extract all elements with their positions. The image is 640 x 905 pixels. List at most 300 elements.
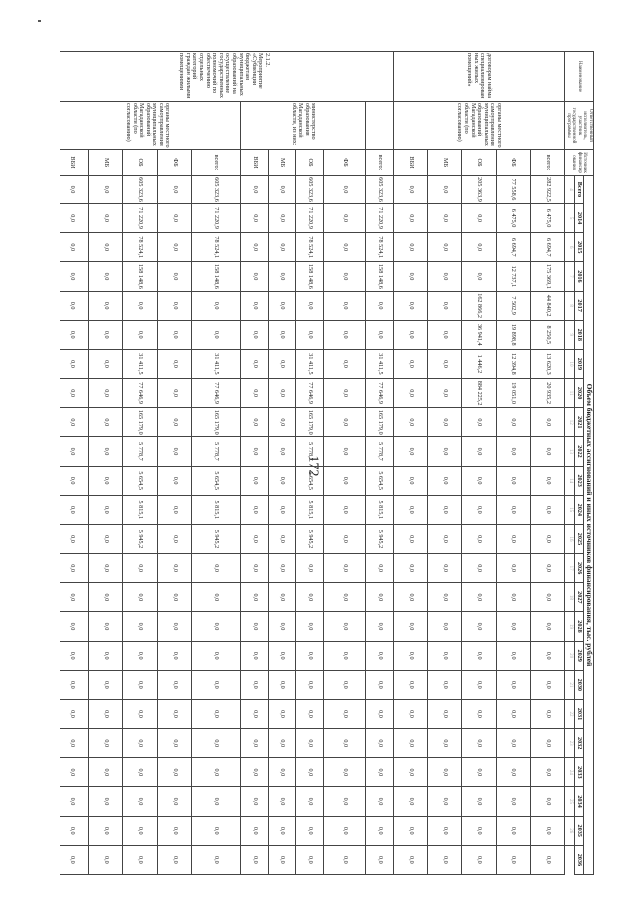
value-cell: 0,0	[496, 583, 530, 612]
value-cell: 31 411,5	[123, 349, 157, 378]
row-responsible: министерство образования Магаданской области, из них:	[241, 102, 366, 150]
value-cell: 0,0	[530, 524, 564, 553]
row-responsible: органы местного самоуправления муниципальных образований Магаданской области (по согласованию)	[60, 102, 241, 150]
value-cell: 0,0	[530, 641, 564, 670]
value-cell: 0,0	[157, 524, 191, 553]
value-cell: 77 646,9	[366, 379, 394, 408]
value-cell: 0,0	[89, 612, 123, 641]
value-cell: 0,0	[428, 408, 462, 437]
value-cell: 0,0	[89, 495, 123, 524]
value-cell: 0,0	[428, 495, 462, 524]
column-number: 21	[565, 670, 575, 699]
value-cell: 0,0	[157, 787, 191, 816]
value-cell: 0,0	[393, 320, 427, 349]
value-cell: 0,0	[428, 816, 462, 845]
value-cell: 165 179,0	[296, 408, 324, 437]
value-cell: 0,0	[428, 349, 462, 378]
value-cell: 0,0	[428, 291, 462, 320]
value-cell: 0,0	[462, 699, 496, 728]
value-cell: 0,0	[462, 524, 496, 553]
value-cell: 0,0	[89, 437, 123, 466]
row-source: МБ	[428, 150, 462, 176]
value-cell: 0,0	[89, 379, 123, 408]
value-cell: 5 654,5	[296, 466, 324, 495]
value-cell: 0,0	[496, 845, 530, 874]
value-cell: 605 323,6	[366, 176, 394, 204]
value-cell: 77 558,6	[496, 176, 530, 204]
value-cell: 44 840,2	[530, 291, 564, 320]
value-cell: 0,0	[323, 670, 365, 699]
column-number: 24	[565, 758, 575, 787]
value-cell: 0,0	[241, 816, 269, 845]
value-cell: 0,0	[60, 379, 89, 408]
value-cell: 5 778,7	[296, 437, 324, 466]
value-cell: 0,0	[268, 758, 296, 787]
value-cell: 0,0	[323, 612, 365, 641]
value-cell: 0,0	[89, 408, 123, 437]
value-cell: 31 411,5	[366, 349, 394, 378]
value-cell: 0,0	[296, 291, 324, 320]
value-cell: 0,0	[241, 233, 269, 262]
header-source: Источник финансирования	[565, 150, 594, 176]
value-cell: 0,0	[296, 670, 324, 699]
value-cell: 0,0	[530, 816, 564, 845]
value-cell: 0,0	[296, 758, 324, 787]
value-cell: 0,0	[157, 729, 191, 758]
value-cell: 0,0	[241, 670, 269, 699]
value-cell: 0,0	[496, 758, 530, 787]
value-cell: 0,0	[393, 408, 427, 437]
value-cell: 0,0	[323, 437, 365, 466]
value-cell: 0,0	[89, 176, 123, 204]
value-cell: 0,0	[241, 379, 269, 408]
financing-table	[60, 51, 594, 875]
value-cell: 0,0	[323, 699, 365, 728]
value-cell: 0,0	[268, 641, 296, 670]
value-cell: 20 935,2	[530, 379, 564, 408]
column-number: 20	[565, 641, 575, 670]
value-cell: 0,0	[268, 349, 296, 378]
value-cell: 175 369,1	[530, 262, 564, 291]
value-cell: 0,0	[89, 466, 123, 495]
value-cell: 0,0	[462, 495, 496, 524]
value-cell: 0,0	[296, 816, 324, 845]
value-cell: 0,0	[89, 583, 123, 612]
value-cell: 165 179,0	[191, 408, 240, 437]
column-number: 6	[565, 233, 575, 262]
value-cell: 0,0	[191, 729, 240, 758]
value-cell: 0,0	[241, 349, 269, 378]
table-body	[60, 52, 565, 875]
value-cell: 0,0	[157, 233, 191, 262]
value-cell: 0,0	[268, 787, 296, 816]
row-name: договорам найма специализированных жилых помещений»	[393, 52, 564, 102]
value-cell: 0,0	[428, 204, 462, 233]
value-cell: 0,0	[241, 612, 269, 641]
value-cell: 0,0	[191, 641, 240, 670]
value-cell: 0,0	[123, 699, 157, 728]
value-cell: 12 394,8	[496, 349, 530, 378]
value-cell: 0,0	[157, 845, 191, 874]
value-cell: 0,0	[323, 320, 365, 349]
column-number: 14	[565, 466, 575, 495]
value-cell: 0,0	[496, 670, 530, 699]
value-cell: 0,0	[123, 729, 157, 758]
value-cell: 0,0	[462, 583, 496, 612]
value-cell: 0,0	[241, 845, 269, 874]
value-cell: 19 898,8	[496, 320, 530, 349]
value-cell: 0,0	[462, 845, 496, 874]
value-cell: 0,0	[241, 524, 269, 553]
value-cell: 0,0	[323, 554, 365, 583]
column-number: 22	[565, 699, 575, 728]
value-cell: 0,0	[366, 729, 394, 758]
value-cell: 0,0	[89, 262, 123, 291]
value-cell: 0,0	[428, 176, 462, 204]
header-year: 2027	[574, 583, 584, 612]
value-cell: 0,0	[530, 554, 564, 583]
header-year: 2028	[574, 612, 584, 641]
value-cell: 0,0	[323, 204, 365, 233]
column-number: 7	[565, 262, 575, 291]
value-cell: 0,0	[123, 816, 157, 845]
value-cell: 0,0	[393, 379, 427, 408]
value-cell: 0,0	[60, 641, 89, 670]
value-cell: 0,0	[462, 787, 496, 816]
value-cell: 0,0	[60, 204, 89, 233]
value-cell: 0,0	[268, 437, 296, 466]
value-cell: 0,0	[60, 845, 89, 874]
value-cell: 0,0	[366, 845, 394, 874]
table-row	[123, 52, 157, 875]
value-cell: 0,0	[530, 583, 564, 612]
value-cell: 5 815,1	[191, 495, 240, 524]
value-cell: 5 945,2	[123, 524, 157, 553]
value-cell: 0,0	[123, 612, 157, 641]
column-number: 4	[565, 176, 575, 204]
table-row	[191, 52, 240, 875]
value-cell: 6 475,0	[530, 204, 564, 233]
column-number: 16	[565, 524, 575, 553]
value-cell: 0,0	[241, 495, 269, 524]
value-cell: 0,0	[428, 524, 462, 553]
value-cell: 5 815,1	[123, 495, 157, 524]
row-source: всего:	[366, 150, 394, 176]
header-year: 2035	[574, 816, 584, 845]
header-volume-title: Объем бюджетных ассигнований и иных источников финансирования, тыс. рублей	[584, 176, 594, 875]
value-cell: 0,0	[157, 466, 191, 495]
column-number: 11	[565, 379, 575, 408]
value-cell: 0,0	[60, 699, 89, 728]
header-year: 2018	[574, 320, 584, 349]
value-cell: 0,0	[60, 408, 89, 437]
value-cell: 0,0	[241, 320, 269, 349]
value-cell: 0,0	[462, 729, 496, 758]
value-cell: 5 815,1	[296, 495, 324, 524]
value-cell: 7 502,9	[496, 291, 530, 320]
value-cell: 0,0	[462, 816, 496, 845]
value-cell: 78 524,1	[191, 233, 240, 262]
value-cell: 0,0	[428, 845, 462, 874]
value-cell: 0,0	[323, 729, 365, 758]
value-cell: 0,0	[191, 845, 240, 874]
table-row	[241, 52, 269, 875]
value-cell: 0,0	[60, 816, 89, 845]
header-colnum-row	[565, 52, 575, 875]
value-cell: 0,0	[296, 554, 324, 583]
header-year: 2023	[574, 466, 584, 495]
value-cell: 0,0	[393, 466, 427, 495]
value-cell: 0,0	[191, 758, 240, 787]
value-cell: 0,0	[89, 845, 123, 874]
value-cell: 0,0	[123, 845, 157, 874]
value-cell: 0,0	[323, 379, 365, 408]
column-number: 9	[565, 320, 575, 349]
value-cell: 0,0	[496, 641, 530, 670]
value-cell: 0,0	[268, 291, 296, 320]
rotated-table-wrapper	[60, 51, 594, 875]
value-cell: 0,0	[268, 524, 296, 553]
value-cell: 0,0	[60, 612, 89, 641]
value-cell: 0,0	[268, 729, 296, 758]
header-total: Всего	[574, 176, 584, 204]
value-cell: 71 220,9	[123, 204, 157, 233]
value-cell: 0,0	[157, 495, 191, 524]
value-cell: 0,0	[296, 583, 324, 612]
value-cell: 0,0	[191, 583, 240, 612]
value-cell: 0,0	[60, 349, 89, 378]
value-cell: 0,0	[268, 176, 296, 204]
value-cell: 0,0	[323, 787, 365, 816]
value-cell: 0,0	[393, 612, 427, 641]
value-cell: 0,0	[530, 729, 564, 758]
value-cell: 5 945,2	[191, 524, 240, 553]
value-cell: 5 778,7	[366, 437, 394, 466]
column-number: 13	[565, 437, 575, 466]
value-cell: 0,0	[428, 787, 462, 816]
value-cell: 0,0	[462, 204, 496, 233]
column-number: 17	[565, 554, 575, 583]
value-cell: 0,0	[323, 233, 365, 262]
value-cell: 0,0	[123, 787, 157, 816]
value-cell: 0,0	[89, 729, 123, 758]
value-cell: 0,0	[393, 495, 427, 524]
value-cell: 77 646,9	[296, 379, 324, 408]
value-cell: 0,0	[296, 641, 324, 670]
value-cell: 0,0	[428, 233, 462, 262]
value-cell: 0,0	[241, 437, 269, 466]
value-cell: 0,0	[296, 612, 324, 641]
value-cell: 0,0	[323, 176, 365, 204]
value-cell: 0,0	[157, 349, 191, 378]
column-number: 23	[565, 729, 575, 758]
row-source: ВБИ	[393, 150, 427, 176]
value-cell: 605 323,6	[123, 176, 157, 204]
column-number: 15	[565, 495, 575, 524]
value-cell: 0,0	[89, 787, 123, 816]
value-cell: 0,0	[89, 204, 123, 233]
value-cell: 0,0	[366, 670, 394, 699]
value-cell: 0,0	[393, 233, 427, 262]
value-cell: 0,0	[89, 554, 123, 583]
row-source: ОБ	[123, 150, 157, 176]
value-cell: 0,0	[241, 787, 269, 816]
value-cell: 0,0	[462, 758, 496, 787]
value-cell: 0,0	[530, 612, 564, 641]
value-cell: 0,0	[323, 262, 365, 291]
value-cell: 0,0	[366, 699, 394, 728]
value-cell: 78 524,1	[366, 233, 394, 262]
value-cell: 0,0	[157, 408, 191, 437]
value-cell: 0,0	[462, 612, 496, 641]
value-cell: 0,0	[241, 408, 269, 437]
column-number: 5	[565, 204, 575, 233]
value-cell: 0,0	[60, 262, 89, 291]
value-cell: 0,0	[393, 554, 427, 583]
table-row	[296, 52, 324, 875]
table-row	[60, 52, 89, 875]
value-cell: 0,0	[296, 699, 324, 728]
value-cell: 0,0	[89, 758, 123, 787]
value-cell: 0,0	[496, 612, 530, 641]
value-cell: 0,0	[123, 583, 157, 612]
value-cell: 0,0	[241, 466, 269, 495]
value-cell: 6 475,0	[496, 204, 530, 233]
value-cell: 0,0	[296, 787, 324, 816]
value-cell: 0,0	[157, 699, 191, 728]
value-cell: 5 778,7	[123, 437, 157, 466]
value-cell: 0,0	[241, 641, 269, 670]
value-cell: 0,0	[123, 320, 157, 349]
value-cell: 165 179,0	[366, 408, 394, 437]
value-cell: 162 866,2	[462, 291, 496, 320]
value-cell: 0,0	[268, 583, 296, 612]
value-cell: 0,0	[393, 699, 427, 728]
value-cell: 0,0	[393, 816, 427, 845]
value-cell: 0,0	[393, 524, 427, 553]
value-cell: 0,0	[323, 291, 365, 320]
value-cell: 0,0	[323, 641, 365, 670]
value-cell: 0,0	[428, 583, 462, 612]
header-name: Наименование	[565, 52, 594, 102]
value-cell: 0,0	[241, 583, 269, 612]
value-cell: 78 524,1	[123, 233, 157, 262]
value-cell: 0,0	[60, 758, 89, 787]
value-cell: 36 941,4	[462, 320, 496, 349]
value-cell: 0,0	[89, 291, 123, 320]
value-cell: 0,0	[366, 816, 394, 845]
header-year: 2030	[574, 670, 584, 699]
value-cell: 0,0	[462, 408, 496, 437]
value-cell: 158 148,6	[191, 262, 240, 291]
value-cell: 0,0	[241, 262, 269, 291]
value-cell: 0,0	[89, 699, 123, 728]
value-cell: 0,0	[268, 816, 296, 845]
header-year: 2019	[574, 349, 584, 378]
value-cell: 0,0	[191, 554, 240, 583]
value-cell: 0,0	[157, 670, 191, 699]
value-cell: 0,0	[268, 233, 296, 262]
value-cell: 0,0	[123, 670, 157, 699]
value-cell: 0,0	[428, 729, 462, 758]
value-cell: 0,0	[323, 408, 365, 437]
table-row	[323, 52, 365, 875]
value-cell: 0,0	[241, 758, 269, 787]
row-source: ОБ	[462, 150, 496, 176]
row-source: всего:	[530, 150, 564, 176]
value-cell: 0,0	[496, 729, 530, 758]
value-cell: 205 363,9	[462, 176, 496, 204]
value-cell: 0,0	[157, 554, 191, 583]
value-cell: 0,0	[496, 554, 530, 583]
value-cell: 158 148,6	[123, 262, 157, 291]
value-cell: 0,0	[428, 379, 462, 408]
value-cell: 0,0	[241, 729, 269, 758]
table-row	[393, 52, 427, 875]
value-cell: 0,0	[268, 554, 296, 583]
row-source: ФБ	[323, 150, 365, 176]
table-row	[89, 52, 123, 875]
value-cell: 0,0	[268, 495, 296, 524]
value-cell: 0,0	[496, 816, 530, 845]
row-source: ВБИ	[60, 150, 89, 176]
value-cell: 0,0	[60, 176, 89, 204]
value-cell: 0,0	[366, 758, 394, 787]
value-cell: 0,0	[241, 291, 269, 320]
page-number: 172	[305, 455, 321, 477]
value-cell: 0,0	[393, 787, 427, 816]
value-cell: 0,0	[393, 262, 427, 291]
header-year: 2021	[574, 408, 584, 437]
value-cell: 0,0	[496, 524, 530, 553]
value-cell: 0,0	[60, 554, 89, 583]
value-cell: 0,0	[428, 466, 462, 495]
header-row-1	[584, 52, 594, 875]
value-cell: 0,0	[428, 670, 462, 699]
value-cell: 5 654,5	[123, 466, 157, 495]
value-cell: 0,0	[323, 466, 365, 495]
value-cell: 0,0	[191, 291, 240, 320]
value-cell: 0,0	[530, 437, 564, 466]
scan-speck	[38, 20, 41, 22]
value-cell: 0,0	[530, 699, 564, 728]
value-cell: 0,0	[268, 845, 296, 874]
row-source: ФБ	[157, 150, 191, 176]
header-year: 2017	[574, 291, 584, 320]
row-name: 2.1.2. Мероприятие «Субвенции бюджетам муниципальных образований на осуществление государственных полномочий по обеспечению отдельных категорий граждан жилыми помещениями	[60, 52, 393, 102]
value-cell: 0,0	[296, 320, 324, 349]
value-cell: 605 323,6	[296, 176, 324, 204]
value-cell: 0,0	[60, 291, 89, 320]
header-year: 2026	[574, 554, 584, 583]
value-cell: 0,0	[191, 670, 240, 699]
table-row	[268, 52, 296, 875]
value-cell: 71 220,9	[366, 204, 394, 233]
table-row	[530, 52, 564, 875]
value-cell: 0,0	[268, 204, 296, 233]
value-cell: 158 148,6	[296, 262, 324, 291]
row-responsible	[366, 102, 394, 150]
value-cell: 0,0	[428, 758, 462, 787]
value-cell: 0,0	[393, 845, 427, 874]
value-cell: 0,0	[89, 816, 123, 845]
value-cell: 0,0	[530, 466, 564, 495]
value-cell: 0,0	[157, 583, 191, 612]
value-cell: 0,0	[323, 583, 365, 612]
value-cell: 0,0	[530, 758, 564, 787]
value-cell: 0,0	[268, 466, 296, 495]
value-cell: 13 620,3	[530, 349, 564, 378]
